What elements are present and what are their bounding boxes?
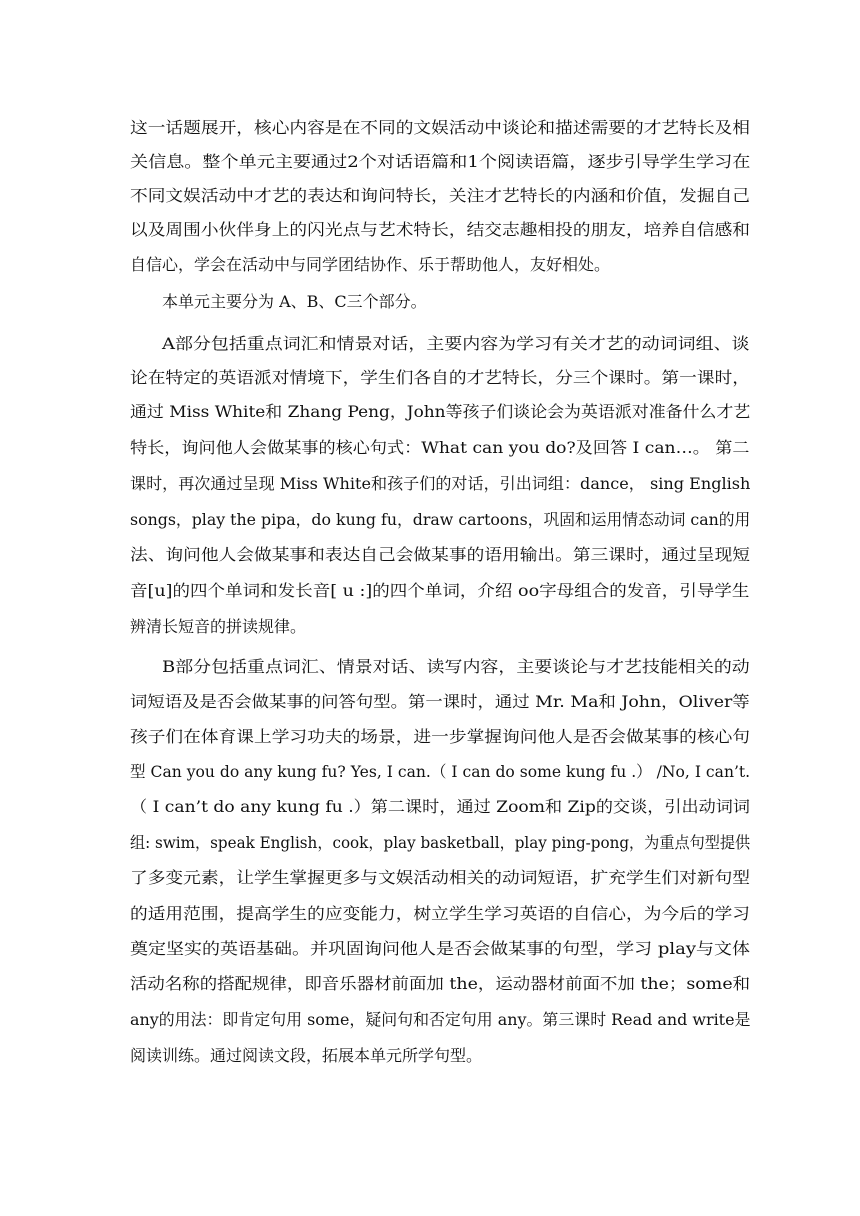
paragraph-3-line-5: 课时，再次通过呈现 Miss White和孩子们的对话，引出词组：dance， sing English xyxy=(130,474,751,493)
paragraph-3-line-3: 通过 Miss White和 Zhang Peng，John等孩子们谈论会为英语派对准备什么才艺 xyxy=(130,402,751,421)
paragraph-3-line-4: 特长，询问他人会做某事的核心句式：What can you do?及回答 I can…。 第二 xyxy=(130,438,750,457)
paragraph-1-line-5: 自信心，学会在活动中与同学团结协作、乐于帮助他人，友好相处。 xyxy=(130,255,611,274)
paragraph-4-line-1: B部分包括重点词汇、情景对话、读写内容，主要谈论与才艺技能相关的动 xyxy=(162,657,750,676)
paragraph-3-line-9: 辨清长短音的拼读规律。 xyxy=(130,617,307,636)
paragraph-1-line-4: 以及周围小伙伴身上的闪光点与艺术特长，结交志趣相投的朋友，培养自信感和 xyxy=(130,220,751,239)
paragraph-4-line-12: 阅读训练。通过阅读文段，拓展本单元所学句型。 xyxy=(130,1046,483,1065)
paragraph-2-line-1: 本单元主要分为 A、B、C三个部分。 xyxy=(162,292,427,311)
paragraph-4-line-2: 词短语及是否会做某事的问答句型。第一课时，通过 Mr. Ma和 John，Oliver等 xyxy=(130,692,750,711)
paragraph-4-line-11: any的用法：即肯定句用 some，疑问句和否定句用 any。第三课时 Read and write是 xyxy=(130,1010,751,1029)
paragraph-3-line-7: 法、询问他人会做某事和表达自己会做某事的语用输出。第三课时，通过呈现短 xyxy=(130,545,751,564)
paragraph-4-line-3: 孩子们在体育课上学习功夫的场景，进一步掌握询问他人是否会做某事的核心句 xyxy=(130,727,751,746)
paragraph-3-line-8: 音[u]的四个单词和发长音[ u :]的四个单词，介绍 oo字母组合的发音，引导学生 xyxy=(130,581,750,600)
paragraph-4-line-7: 了多变元素，让学生掌握更多与文娱活动相关的动词短语，扩充学生们对新句型 xyxy=(130,868,751,887)
paragraph-3-line-2: 论在特定的英语派对情境下，学生们各自的才艺特长，分三个课时。第一课时， xyxy=(130,368,751,387)
paragraph-4-line-10: 活动名称的搭配规律，即音乐器材前面加 the，运动器材前面不加 the；some和 xyxy=(130,974,751,993)
paragraph-4-line-5: （ I can’t do any kung fu .）第二课时，通过 Zoom和 Zip的交谈，引出动词词 xyxy=(130,797,751,816)
paragraph-3-line-1: A部分包括重点词汇和情景对话，主要内容为学习有关才艺的动词词组、谈 xyxy=(162,334,750,353)
paragraph-1-line-1: 这一话题展开，核心内容是在不同的文娱活动中谈论和描述需要的才艺特长及相 xyxy=(130,118,751,137)
paragraph-1-line-3: 不同文娱活动中才艺的表达和询问特长，关注才艺特长的内涵和价值，发掘自己 xyxy=(130,186,751,205)
paragraph-4-line-4: 型 Can you do any kung fu? Yes, I can.（ I can do some kung fu .） /No, I can’t. xyxy=(130,762,751,781)
paragraph-1-line-2: 关信息。整个单元主要通过2个对话语篇和1个阅读语篇，逐步引导学生学习在 xyxy=(130,152,751,171)
paragraph-4-line-6: 组: swim，speak English，cook，play basketball，play ping-pong，为重点句型提供 xyxy=(130,833,751,852)
paragraph-3-line-6: songs，play the pipa，do kung fu，draw cartoons，巩固和运用情态动词 can的用 xyxy=(130,510,751,529)
paragraph-4-line-9: 奠定坚实的英语基础。并巩固询问他人是否会做某事的句型，学习 play与文体 xyxy=(130,939,751,958)
paragraph-4-line-8: 的适用范围，提高学生的应变能力，树立学生学习英语的自信心，为今后的学习 xyxy=(130,904,751,923)
